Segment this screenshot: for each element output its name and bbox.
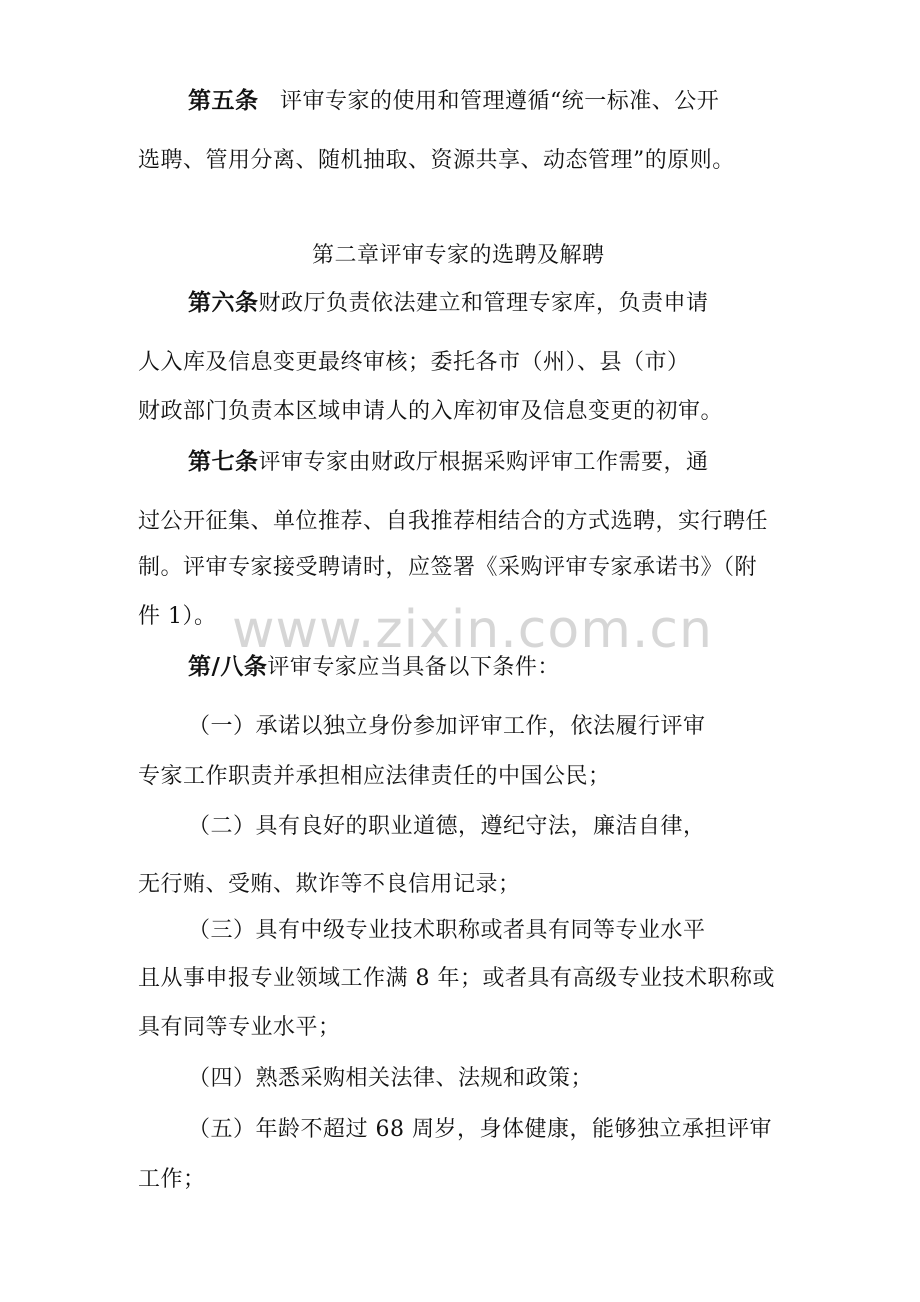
article-8-item-3-line-1: （三）具有中级专业技术职称或者具有同等专业水平 [188,918,706,943]
article-6-line-2: 人入库及信息变更最终审核；委托各市（州）、县（市） [138,350,690,375]
article-6-line-1 [188,288,709,319]
article-8-text-1: 评审专家应当具备以下条件： [267,655,560,680]
article-7-line-3: 制。评审专家接受聘请时，应签署《采购评审专家承诺书》（附 [138,555,758,580]
article-8-item-1-line-1: （一）承诺以独立身份参加评审工作，依法履行评审 [188,714,706,739]
article-8-item-2-line-1: （二）具有良好的职业道德，遵纪守法，廉洁自律， [188,814,706,839]
article-7-label: 第七条 [188,449,259,475]
article-8-item-4-line-1: （四）熟悉采购相关法律、法规和政策； [188,1066,594,1091]
article-6-label: 第六条 [188,290,259,316]
article-8-item-5-line-2: 工作； [138,1167,206,1192]
article-8-label: 第/八条 [188,654,268,680]
article-8-item-3-line-3: 具有同等专业水平； [138,1015,341,1040]
article-8-item-2-line-2: 无行贿、受贿、欺诈等不良信用记录； [138,872,521,897]
article-5-text-1: 评审专家的使用和管理遵循“统一标准、公开 [280,89,720,114]
article-8-item-3-line-2: 且从事申报专业领域工作满 8 年；或者具有高级专业技术职称或 [138,966,775,991]
article-8-line-1 [188,652,560,683]
article-7-line-4: 件 1）。 [138,604,217,629]
article-6-text-1: 财政厅负责依法建立和管理专家库，负责申请 [258,291,709,316]
watermark: www.zixin.com.cn [232,600,713,660]
article-8-item-1-line-2: 专家工作职责并承担相应法律责任的中国公民； [138,764,611,789]
chapter-2-title: 第二章评审专家的选聘及解聘 [312,243,605,268]
article-7-line-1 [188,447,709,478]
article-7-line-2: 过公开征集、单位推荐、自我推荐相结合的方式选聘，实行聘任 [138,509,769,534]
article-8-item-5-line-1: （五）年龄不超过 68 周岁，身体健康，能够独立承担评审 [188,1117,772,1142]
article-5-line-2: 选聘、管用分离、随机抽取、资源共享、动态管理”的原则。 [138,148,735,173]
article-5-line-1 [188,86,719,117]
article-6-line-3: 财政部门负责本区域申请人的入库初审及信息变更的初审。 [138,399,724,424]
article-5-label: 第五条 [188,88,259,114]
article-7-text-1: 评审专家由财政厅根据采购评审工作需要，通 [258,450,709,475]
